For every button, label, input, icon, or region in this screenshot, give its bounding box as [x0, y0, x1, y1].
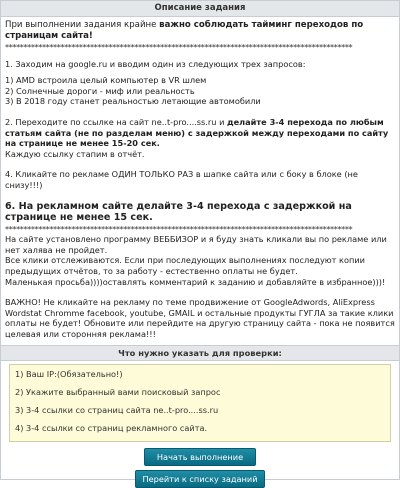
query-item: 2) Солнечные дороги - миф или реальность — [5, 85, 195, 96]
report-textarea[interactable] — [9, 364, 391, 442]
report-line: 4) 3-4 ссылки со страниц рекламного сайта. — [15, 423, 208, 434]
step6-text: 6. На рекламном сайте делайте 3-4 перехода с задержкой на странице не менее 15 сек. — [5, 200, 352, 224]
step2-bold: делайте 3-4 перехода по любым статьям сайта (не по разделам меню) с задержкой между переходами по сайту на странице не менее 15-20 сек. — [5, 116, 389, 149]
info-line: Все клики отслеживаются. Если при последующих выполнениях последуют копии предыдущих отчётов, то за работу - естественно оплаты не будет. — [5, 255, 366, 276]
step2-note: Каждую ссылку стапим в отчёт. — [5, 148, 145, 159]
step4-text: 4. Кликайте по рекламе ОДИН ТОЛЬКО РАЗ в шапке сайта или с боку в блоке (не снизу!!!) — [5, 169, 358, 190]
intro-bold: важно соблюдать тайминг переходов по страницам сайта! — [5, 20, 364, 41]
report-line: 1) Ваш IP:(Обязательно!) — [15, 369, 123, 380]
warning-text: ВАЖНО! Не кликайте на рекламу по теме продвижение от GoogleAdwords, AliExpress Wordstat Chromme facebook, youtube, GMAIL и остальные продукты ГУГЛА за такие клики оплаты не будет! Обновите или перейдите на другую страницу сайта - пока не появится целевая или сторонняя реклама!!! — [5, 297, 395, 339]
intro-text — [5, 20, 395, 42]
check-section-title: Что нужно указать для проверки: — [1, 345, 399, 361]
separator: ********************************************************************************************** — [5, 42, 353, 52]
back-to-tasks-button[interactable]: Перейти к списку заданий — [135, 470, 265, 488]
query-item: 1) AMD встроила целый компьютер в VR шлем — [5, 75, 207, 86]
panel-title: Описание задания — [1, 1, 399, 17]
separator: ********************************************************************************************** — [5, 223, 353, 234]
intro-prefix: При выполнении задания крайне — [5, 20, 160, 30]
start-task-button[interactable]: Начать выполнение — [144, 448, 256, 466]
step2-text — [5, 117, 395, 149]
info-line: Маленькая просьба))))оставлять комментарий к заданию и добавляйте в избранное)))! — [5, 276, 386, 287]
step2-prefix: 2. Переходите по ссылке на сайт ne..t-pro....ss.ru и — [5, 116, 227, 127]
info-line: На сайте установлено программу ВЕББИЗОР и я буду знать кликали вы по рекламе или нет халява не пройдет. — [5, 234, 387, 255]
step1-text: 1. Заходим на google.ru и вводим один из следующих трех запросов: — [5, 58, 306, 69]
report-line: 2) Укажите выбранный вами поисковый запрос — [15, 387, 221, 398]
task-description-body — [1, 17, 399, 339]
report-line: 3) 3-4 ссылки со страниц сайта ne..t-pro....ss.ru — [15, 405, 219, 416]
query-item: 3) В 2018 году станет реальностью летающие автомобили — [5, 96, 261, 107]
